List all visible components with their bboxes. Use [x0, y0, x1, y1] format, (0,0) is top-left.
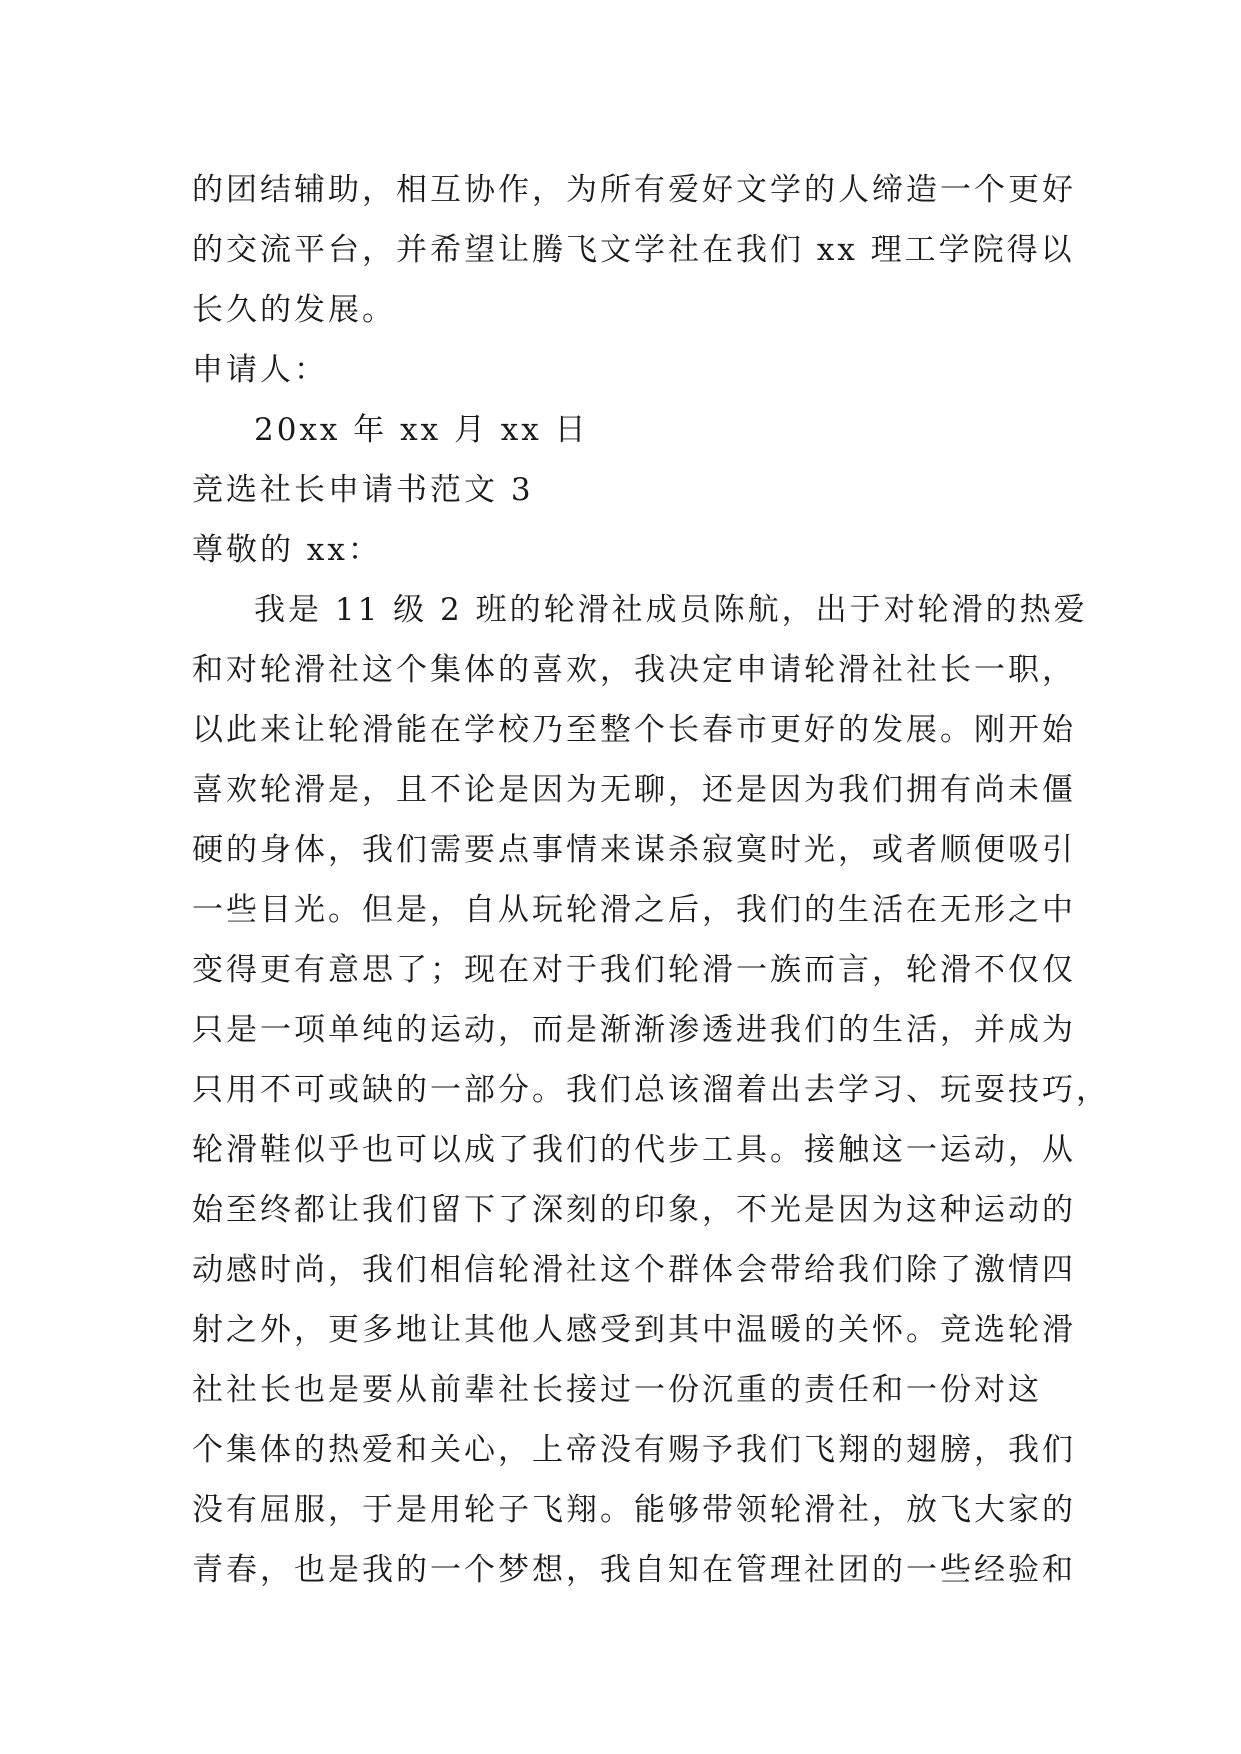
section-title: 竞选社长申请书范文 3 [192, 472, 534, 508]
intro-line-2: 的交流平台，并希望让腾飞文学社在我们 xx 理工学院得以 [192, 232, 1075, 268]
body-line-2: 和对轮滑社这个集体的喜欢，我决定申请轮滑社社长一职， [192, 652, 1076, 688]
body-line-6: 一些目光。但是，自从玩轮滑之后，我们的生活在无形之中 [192, 892, 1076, 928]
body-line-5: 硬的身体，我们需要点事情来谋杀寂寞时光，或者顺便吸引 [192, 832, 1076, 868]
body-line-9: 只用不可或缺的一部分。我们总该溜着出去学习、玩耍技巧， [192, 1072, 1110, 1108]
body-line-7: 变得更有意思了；现在对于我们轮滑一族而言，轮滑不仅仅 [192, 952, 1076, 988]
body-line-1: 我是 11 级 2 班的轮滑社成员陈航，出于对轮滑的热爱 [254, 592, 1088, 628]
document-text [192, 160, 1110, 1600]
body-line-12: 动感时尚，我们相信轮滑社这个群体会带给我们除了激情四 [192, 1252, 1076, 1288]
body-line-11: 始至终都让我们留下了深刻的印象，不光是因为这种运动的 [192, 1192, 1076, 1228]
body-line-17: 青春，也是我的一个梦想，我自知在管理社团的一些经验和 [192, 1552, 1076, 1588]
body-line-4: 喜欢轮滑是，且不论是因为无聊，还是因为我们拥有尚未僵 [192, 772, 1076, 808]
intro-line-1: 的团结辅助，相互协作，为所有爱好文学的人缔造一个更好 [192, 172, 1076, 208]
body-line-16: 没有屈服，于是用轮子飞翔。能够带领轮滑社，放飞大家的 [192, 1492, 1076, 1528]
body-line-15: 个集体的热爱和关心，上帝没有赐予我们飞翔的翅膀，我们 [192, 1432, 1076, 1468]
body-line-8: 只是一项单纯的运动，而是渐渐渗透进我们的生活，并成为 [192, 1012, 1076, 1048]
date-line: 20xx 年 xx 月 xx 日 [254, 412, 589, 448]
body-line-10: 轮滑鞋似乎也可以成了我们的代步工具。接触这一运动，从 [192, 1132, 1076, 1168]
body-line-14: 社社长也是要从前辈社长接过一份沉重的责任和一份对这 [192, 1372, 1042, 1408]
body-line-3: 以此来让轮滑能在学校乃至整个长春市更好的发展。刚开始 [192, 712, 1076, 748]
body-line-13: 射之外，更多地让其他人感受到其中温暖的关怀。竞选轮滑 [192, 1312, 1076, 1348]
salutation: 尊敬的 xx： [192, 532, 382, 568]
intro-line-3: 长久的发展。 [192, 292, 396, 328]
applicant-label: 申请人： [192, 352, 328, 388]
